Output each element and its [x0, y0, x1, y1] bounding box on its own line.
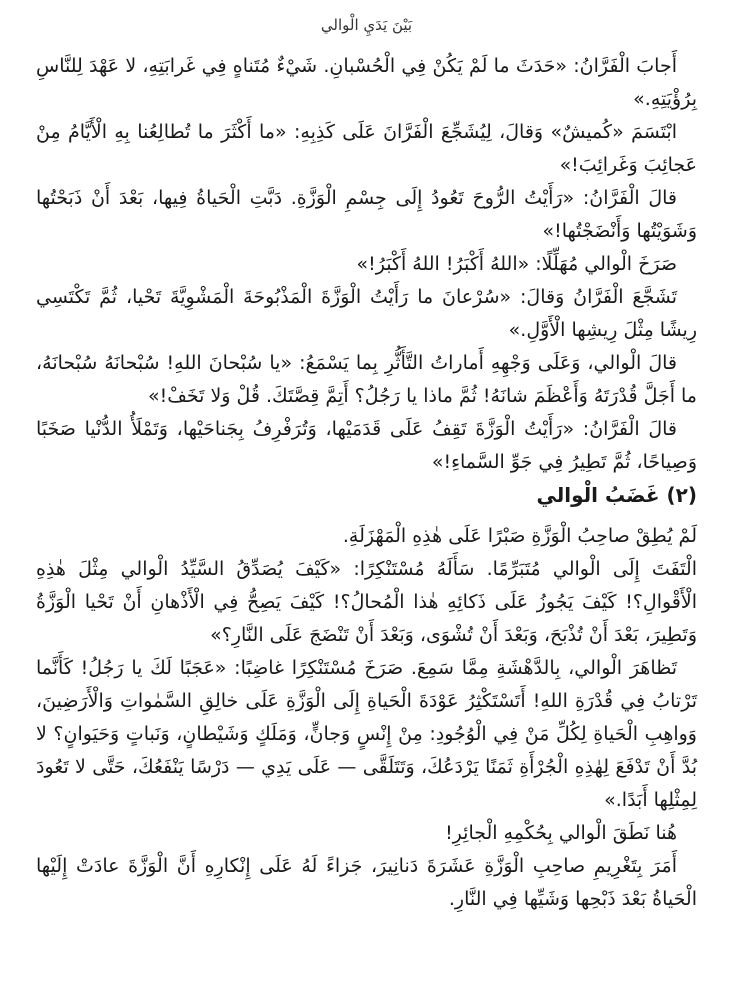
paragraph-owner-objects: الْتَفَتَ إِلَى الْوالي مُتَبَرِّمًا. سَأَلَهُ مُسْتَنْكِرًا: «كَيْفَ يُصَدِّقُ السَّيِّدُ الْوالي مِثْلَ هٰذِهِ الْأَقْوالِ؟! كَيْفَ يَجُوزُ عَلَى ذَكائِهِ هٰذا الْمُحالُ؟! كَيْفَ يَصِحُّ فِي الْأَذْهانِ أَنْ تَحْيا الْوَزَّةُ وَتَطِيرَ، بَعْدَ أَنْ تُذْبَحَ، وَبَعْدَ أَنْ تُشْوَى، وَبَعْدَ أَنْ تَنْضَجَ عَلَى النَّارِ؟» [36, 558, 697, 646]
paragraph-governor-angry: تَظاهَرَ الْوالي، بِالدَّهْشَةِ مِمَّا سَمِعَ. صَرَخَ مُسْتَنْكِرًا غاضِبًا: «عَجَبًا لَكَ يا رَجُلُ! كَأَنَّما تَرْتابُ فِي قُدْرَةِ اللهِ! أَتَسْتَكْثِرُ عَوْدَةَ الْحَياةِ إِلَى الْوَزَّةِ عَلَى خالِقِ السَّمٰواتِ وَالْأَرَضِينَ، وَواهِبِ الْحَياةِ لِكُلِّ مَنْ فِي الْوُجُودِ: مِنْ إِنْسٍ وَجانٍّ، وَمَلَكٍ وَشَيْطانٍ، وَنَباتٍ وَحَيَوانٍ؟ لا بُدَّ أَنْ تَدْفَعَ لِهٰذِهِ الْجُرْأَةِ ثَمَنًا يَرْدَعُكَ، وَتَتَلَقَّى — عَلَى يَدِي — دَرْسًا يَنْفَعُكَ، حَتَّى لا تَعُودَ لِمِثْلِها أَبَدًا.» [36, 657, 697, 811]
paragraph-governor-cheers: صَرَخَ الْوالي مُهَلِّلًا: «اللهُ أَكْبَرُ! اللهُ أَكْبَرُ!» [356, 253, 677, 275]
paragraph-governor-amazed: قالَ الْوالي، وَعَلَى وَجْهِهِ أَماراتُ التَّأَثُّرِ بِما يَسْمَعُ: «يا سُبْحانَ اللهِ! سُبْحانَهُ سُبْحانَهُ، ما أَجَلَّ قُدْرَتَهُ وَأَعْظَمَ شانَهُ! ثُمَّ ماذا يا رَجُلُ؟ أَتِمَّ قِصَّتَكَ. قُلْ وَلا تَخَفْ!» [36, 352, 697, 407]
section-title: (٢) غَضَبُ الْوالي [536, 483, 697, 507]
paragraph-fine-ordered: أَمَرَ بِتَغْرِيمِ صاحِبِ الْوَزَّةِ عَشَرَةَ دَنانِيرَ، جَزاءً لَهُ عَلَى إِنْكارِهِ أَنَّ الْوَزَّةَ عادَتْ إِلَيْها الْحَياةُ بَعْدَ ذَبْحِها وَشَيِّها فِي النَّارِ. [36, 855, 697, 910]
paragraph-goose-flies: قالَ الْفَرَّانُ: «رَأَيْتُ الْوَزَّةَ تَقِفُ عَلَى قَدَمَيْها، وَتُرَفْرِفُ بِجَناحَيْها، وَتَمْلَأُ الدُّنْيا صَخَبًا وَصِياحًا، ثُمَّ تَطِيرُ فِي جَوِّ السَّماءِ!» [36, 418, 697, 473]
paragraph-soul-returns: قالَ الْفَرَّانُ: «رَأَيْتُ الرُّوحَ تَعُودُ إِلَى جِسْمِ الْوَزَّةِ. دَبَّتِ الْحَياةُ فِيها، بَعْدَ أَنْ ذَبَحْتُها وَشَوَيْتُها وَأَنْضَجْتُها!» [36, 187, 697, 242]
paragraph-kumaish-smiles: ابْتَسَمَ «كُميشٌ» وَقالَ، لِيُشَجِّعَ الْفَرَّانَ عَلَى كَذِبِهِ: «ما أَكْثَرَ ما تُطالِعُنا بِهِ الْأَيَّامُ مِنْ عَجائِبَ وَغَرائِبَ!» [36, 121, 697, 176]
paragraph-goose-revives: تَشَجَّعَ الْفَرَّانُ وَقالَ: «سُرْعانَ ما رَأَيْتُ الْوَزَّةَ الْمَذْبُوحَةَ الْمَشْوِيَّةَ تَحْيا، ثُمَّ تَكْتَسِي رِيشًا مِثْلَ رِيشِها الْأَوَّلِ.» [36, 286, 697, 341]
paragraph-owner-impatient: لَمْ يُطِقْ صاحِبُ الْوَزَّةِ صَبْرًا عَلَى هٰذِهِ الْمَهْزَلَةِ. [342, 525, 697, 547]
running-header: بَيْنَ يَدَيِ الْوالي [320, 16, 413, 34]
paragraph-unjust-verdict: هُنا نَطَقَ الْوالي بِحُكْمِهِ الْجائِرِ! [445, 822, 677, 844]
paragraph-baker-answer: أَجابَ الْفَرَّانُ: «حَدَثَ ما لَمْ يَكُنْ فِي الْحُسْبانِ. شَيْءٌ مُتَناهٍ فِي غَرابَتِهِ، لا عَهْدَ لِلنَّاسِ بِرُؤْيَتِهِ.» [36, 55, 697, 110]
